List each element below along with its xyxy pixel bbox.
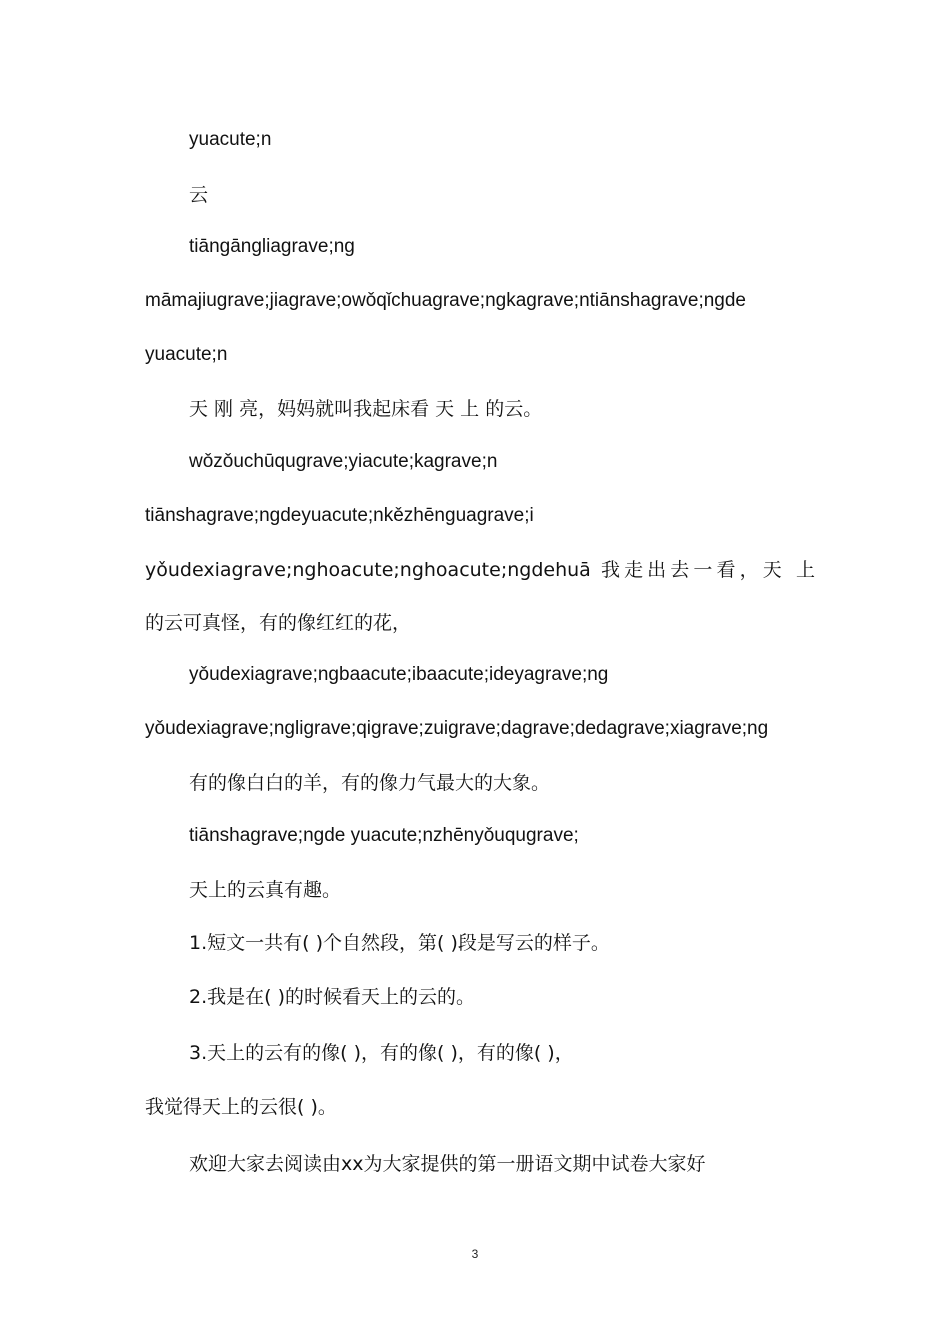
text-line-4: 天上的云真有趣。 — [189, 879, 342, 901]
page-number: 3 — [471, 1247, 479, 1261]
pinyin-line-7: yǒudexiagrave;ngligrave;qigrave;zuigrave;dagrave;dedagrave;xiagrave;ng — [145, 718, 769, 739]
question-3: 3.天上的云有的像( )，有的像( )，有的像( )， — [189, 1042, 574, 1064]
question-3-continued: 我觉得天上的云很( )。 — [145, 1096, 337, 1118]
pinyin-line-4: wǒzǒuchūqugrave;yiacute;kagrave;n — [189, 451, 498, 472]
pinyin-line-5: tiānshagrave;ngdeyuacute;nkězhēnguagrave;i — [145, 505, 534, 526]
closing-line: 欢迎大家去阅读由xx为大家提供的第一册语文期中试卷大家好 — [189, 1153, 706, 1175]
pinyin-line-6: yǒudexiagrave;ngbaacute;ibaacute;ideyagrave;ng — [189, 664, 609, 685]
question-1: 1.短文一共有( )个自然段，第( )段是写云的样子。 — [189, 932, 610, 954]
text-line-2: 的云可真怪，有的像红红的花， — [145, 612, 412, 634]
question-2: 2.我是在( )的时候看天上的云的。 — [189, 986, 475, 1008]
text-line-3: 有的像白白的羊，有的像力气最大的大象。 — [189, 772, 551, 794]
pinyin-line-3: yuacute;n — [145, 344, 228, 365]
pinyin-line-8: tiānshagrave;ngde yuacute;nzhēnyǒuqugrave; — [189, 825, 579, 846]
text-line-yun-title: 云 — [189, 184, 209, 206]
pinyin-line-1: tiāngāngliagrave;ng — [189, 236, 355, 257]
text-line-1: 天 刚 亮，妈妈就叫我起床看 天 上 的云。 — [189, 398, 543, 420]
pinyin-line-2: māmajiugrave;jiagrave;owǒqǐchuagrave;ngkagrave;ntiānshagrave;ngde — [145, 290, 746, 311]
pinyin-line-yun-title: yuacute;n — [189, 129, 272, 150]
mixed-line-1: yǒudexiagrave;nghoacute;nghoacute;ngdehuā 我走出去一看，天 上 — [145, 559, 815, 581]
